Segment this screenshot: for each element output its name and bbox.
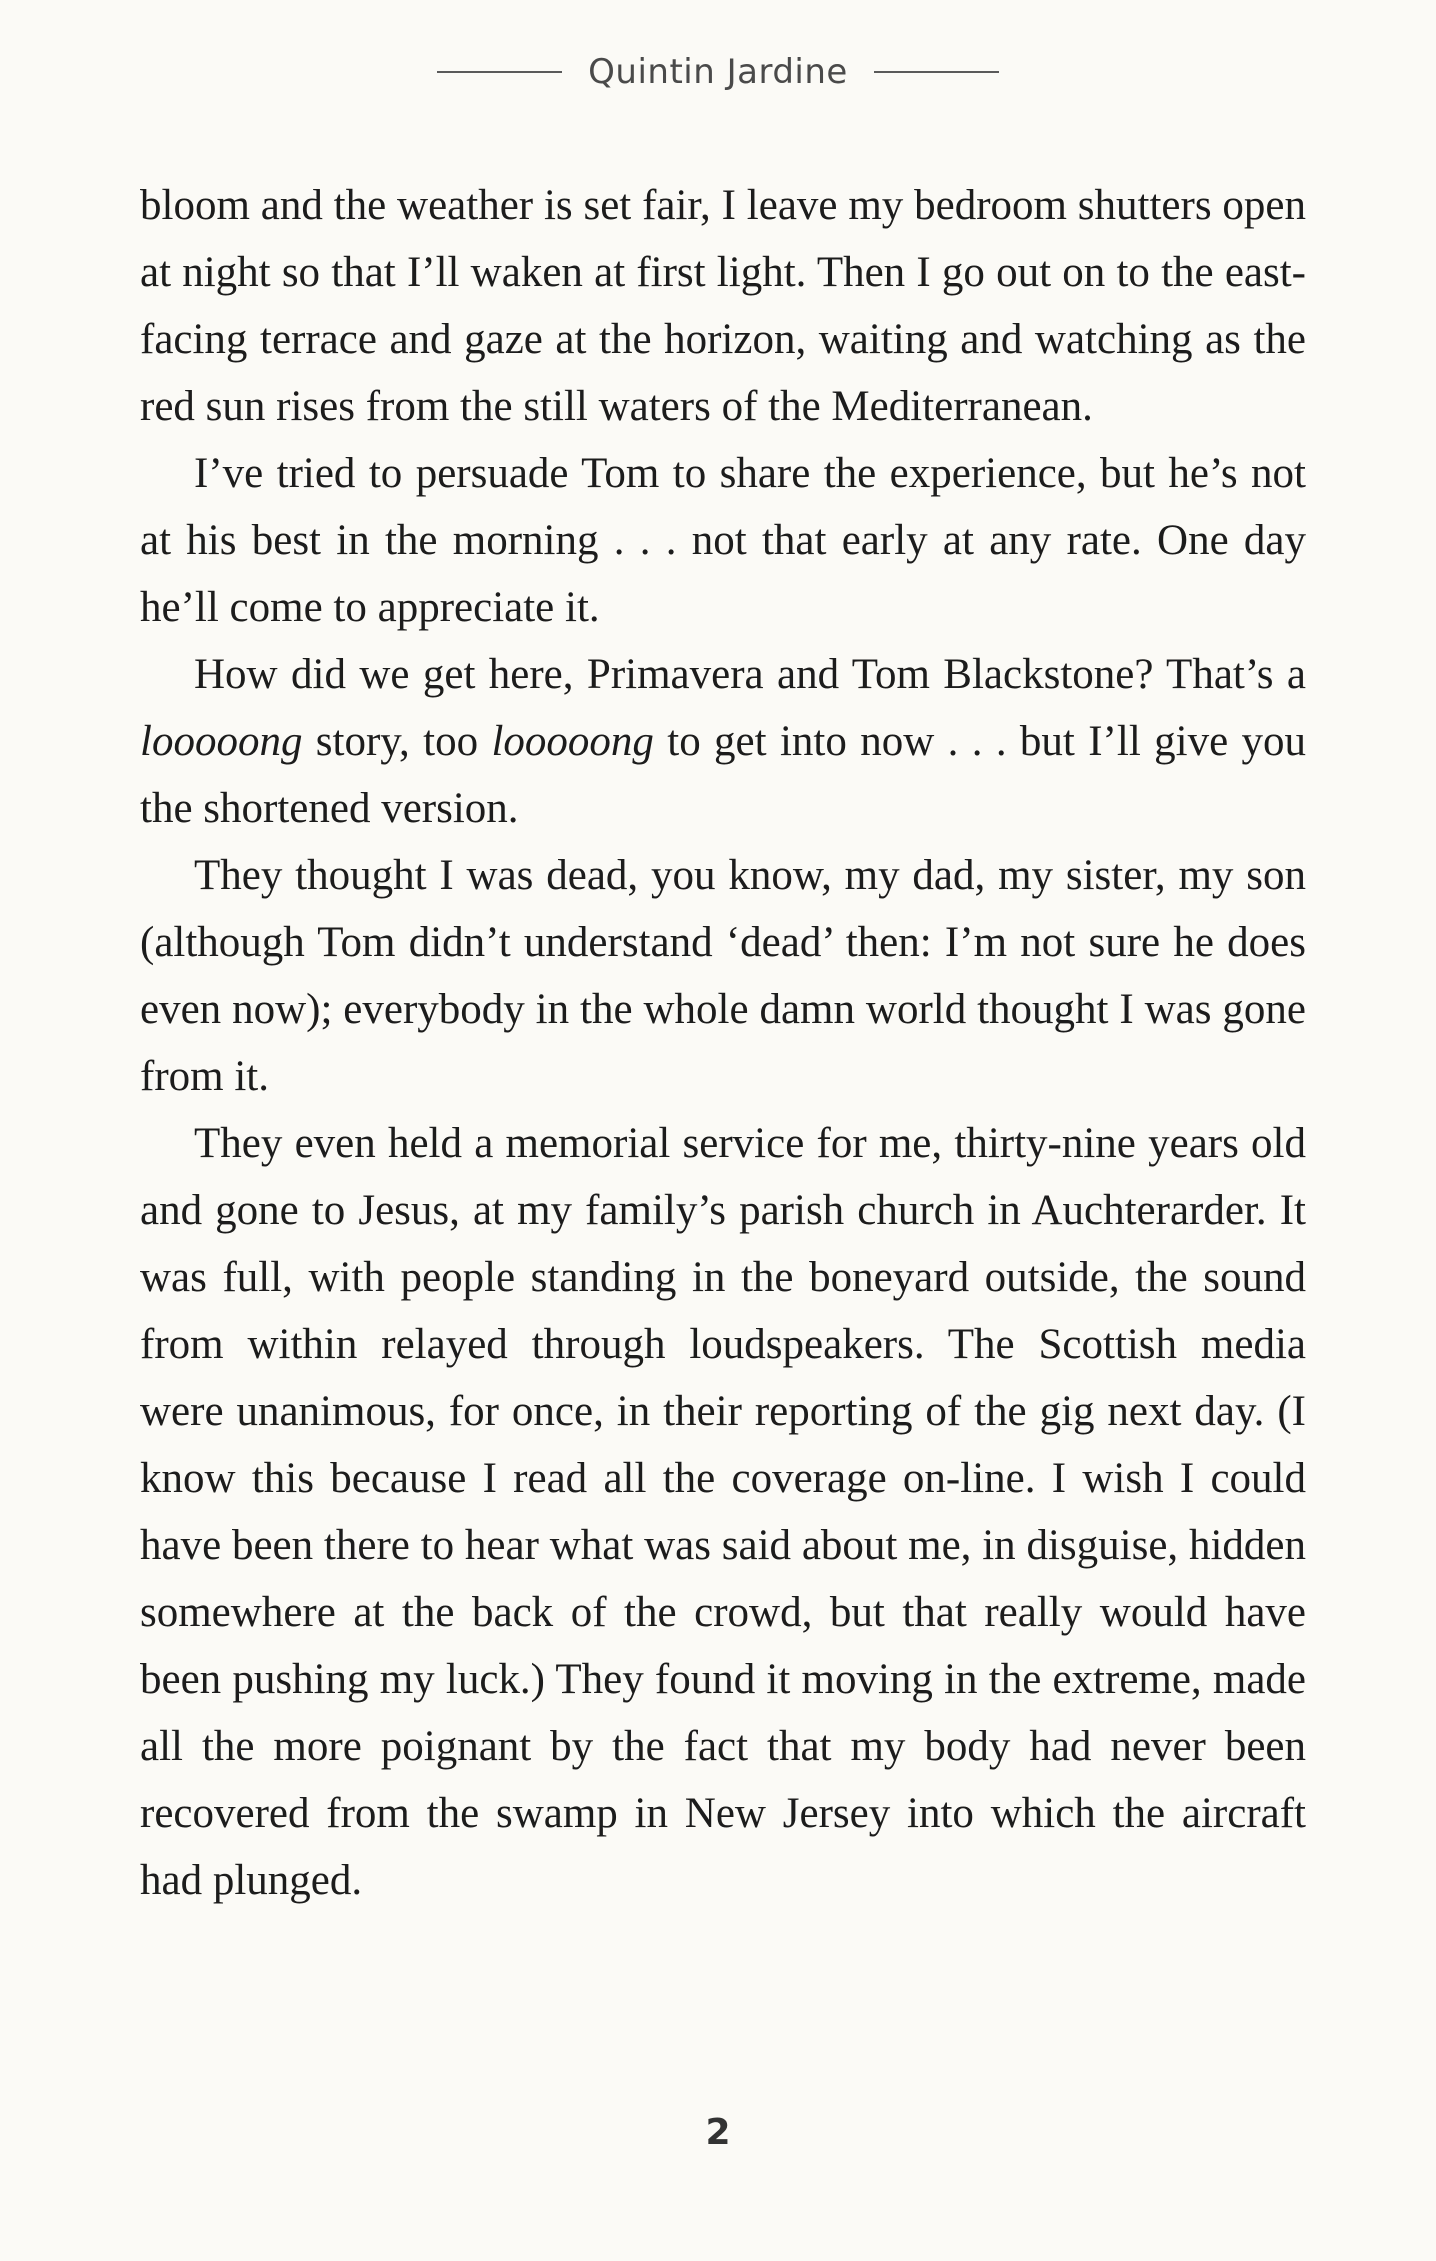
paragraph-text: How did we get here, Primavera and Tom Blackstone? That’s a [194,651,1306,698]
paragraph: bloom and the weather is set fair, I leave my bedroom shutters open at night so that I’ll waken at first light. Then I go out on to the east-facing terrace and gaze at the horizon, waiting and watching as the red sun rises from the still waters of the Mediterranean. [140,182,1306,430]
paragraph-text: to get into now . . . but I’ll give you the shortened version. [140,718,1307,832]
paragraph [140,641,1306,842]
header-rule-right [874,71,999,73]
emphasis-text: looooong [491,718,654,765]
running-head [0,52,1436,92]
paragraph: They thought I was dead, you know, my dad, my sister, my son (although Tom didn’t understand ‘dead’ then: I’m not sure he does even now); everybody in the whole damn world thought I was gone from it. [140,852,1306,1100]
header-rule-left [437,71,562,73]
body-text [140,172,1306,1914]
author-name: Quintin Jardine [588,52,848,92]
page-number: 2 [705,2112,731,2153]
paragraph: I’ve tried to persuade Tom to share the experience, but he’s not at his best in the morning . . . not that early at any rate. One day he’ll come to appreciate it. [140,450,1306,631]
emphasis-text: looooong [140,718,303,765]
paragraph: They even held a memorial service for me, thirty-nine years old and gone to Jesus, at my family’s parish church in Auchterarder. It was full, with people standing in the boneyard outside, the sound from within relayed through loudspeakers. The Scottish media were unanimous, for once, in their reporting of the gig next day. (I know this because I read all the coverage on-line. I wish I could have been there to hear what was said about me, in disguise, hidden somewhere at the back of the crowd, but that really would have been pushing my luck.) They found it moving in the extreme, made all the more poignant by the fact that my body had never been recovered from the swamp in New Jersey into which the aircraft had plunged. [140,1120,1306,1904]
paragraph-text: story, too [302,718,492,765]
